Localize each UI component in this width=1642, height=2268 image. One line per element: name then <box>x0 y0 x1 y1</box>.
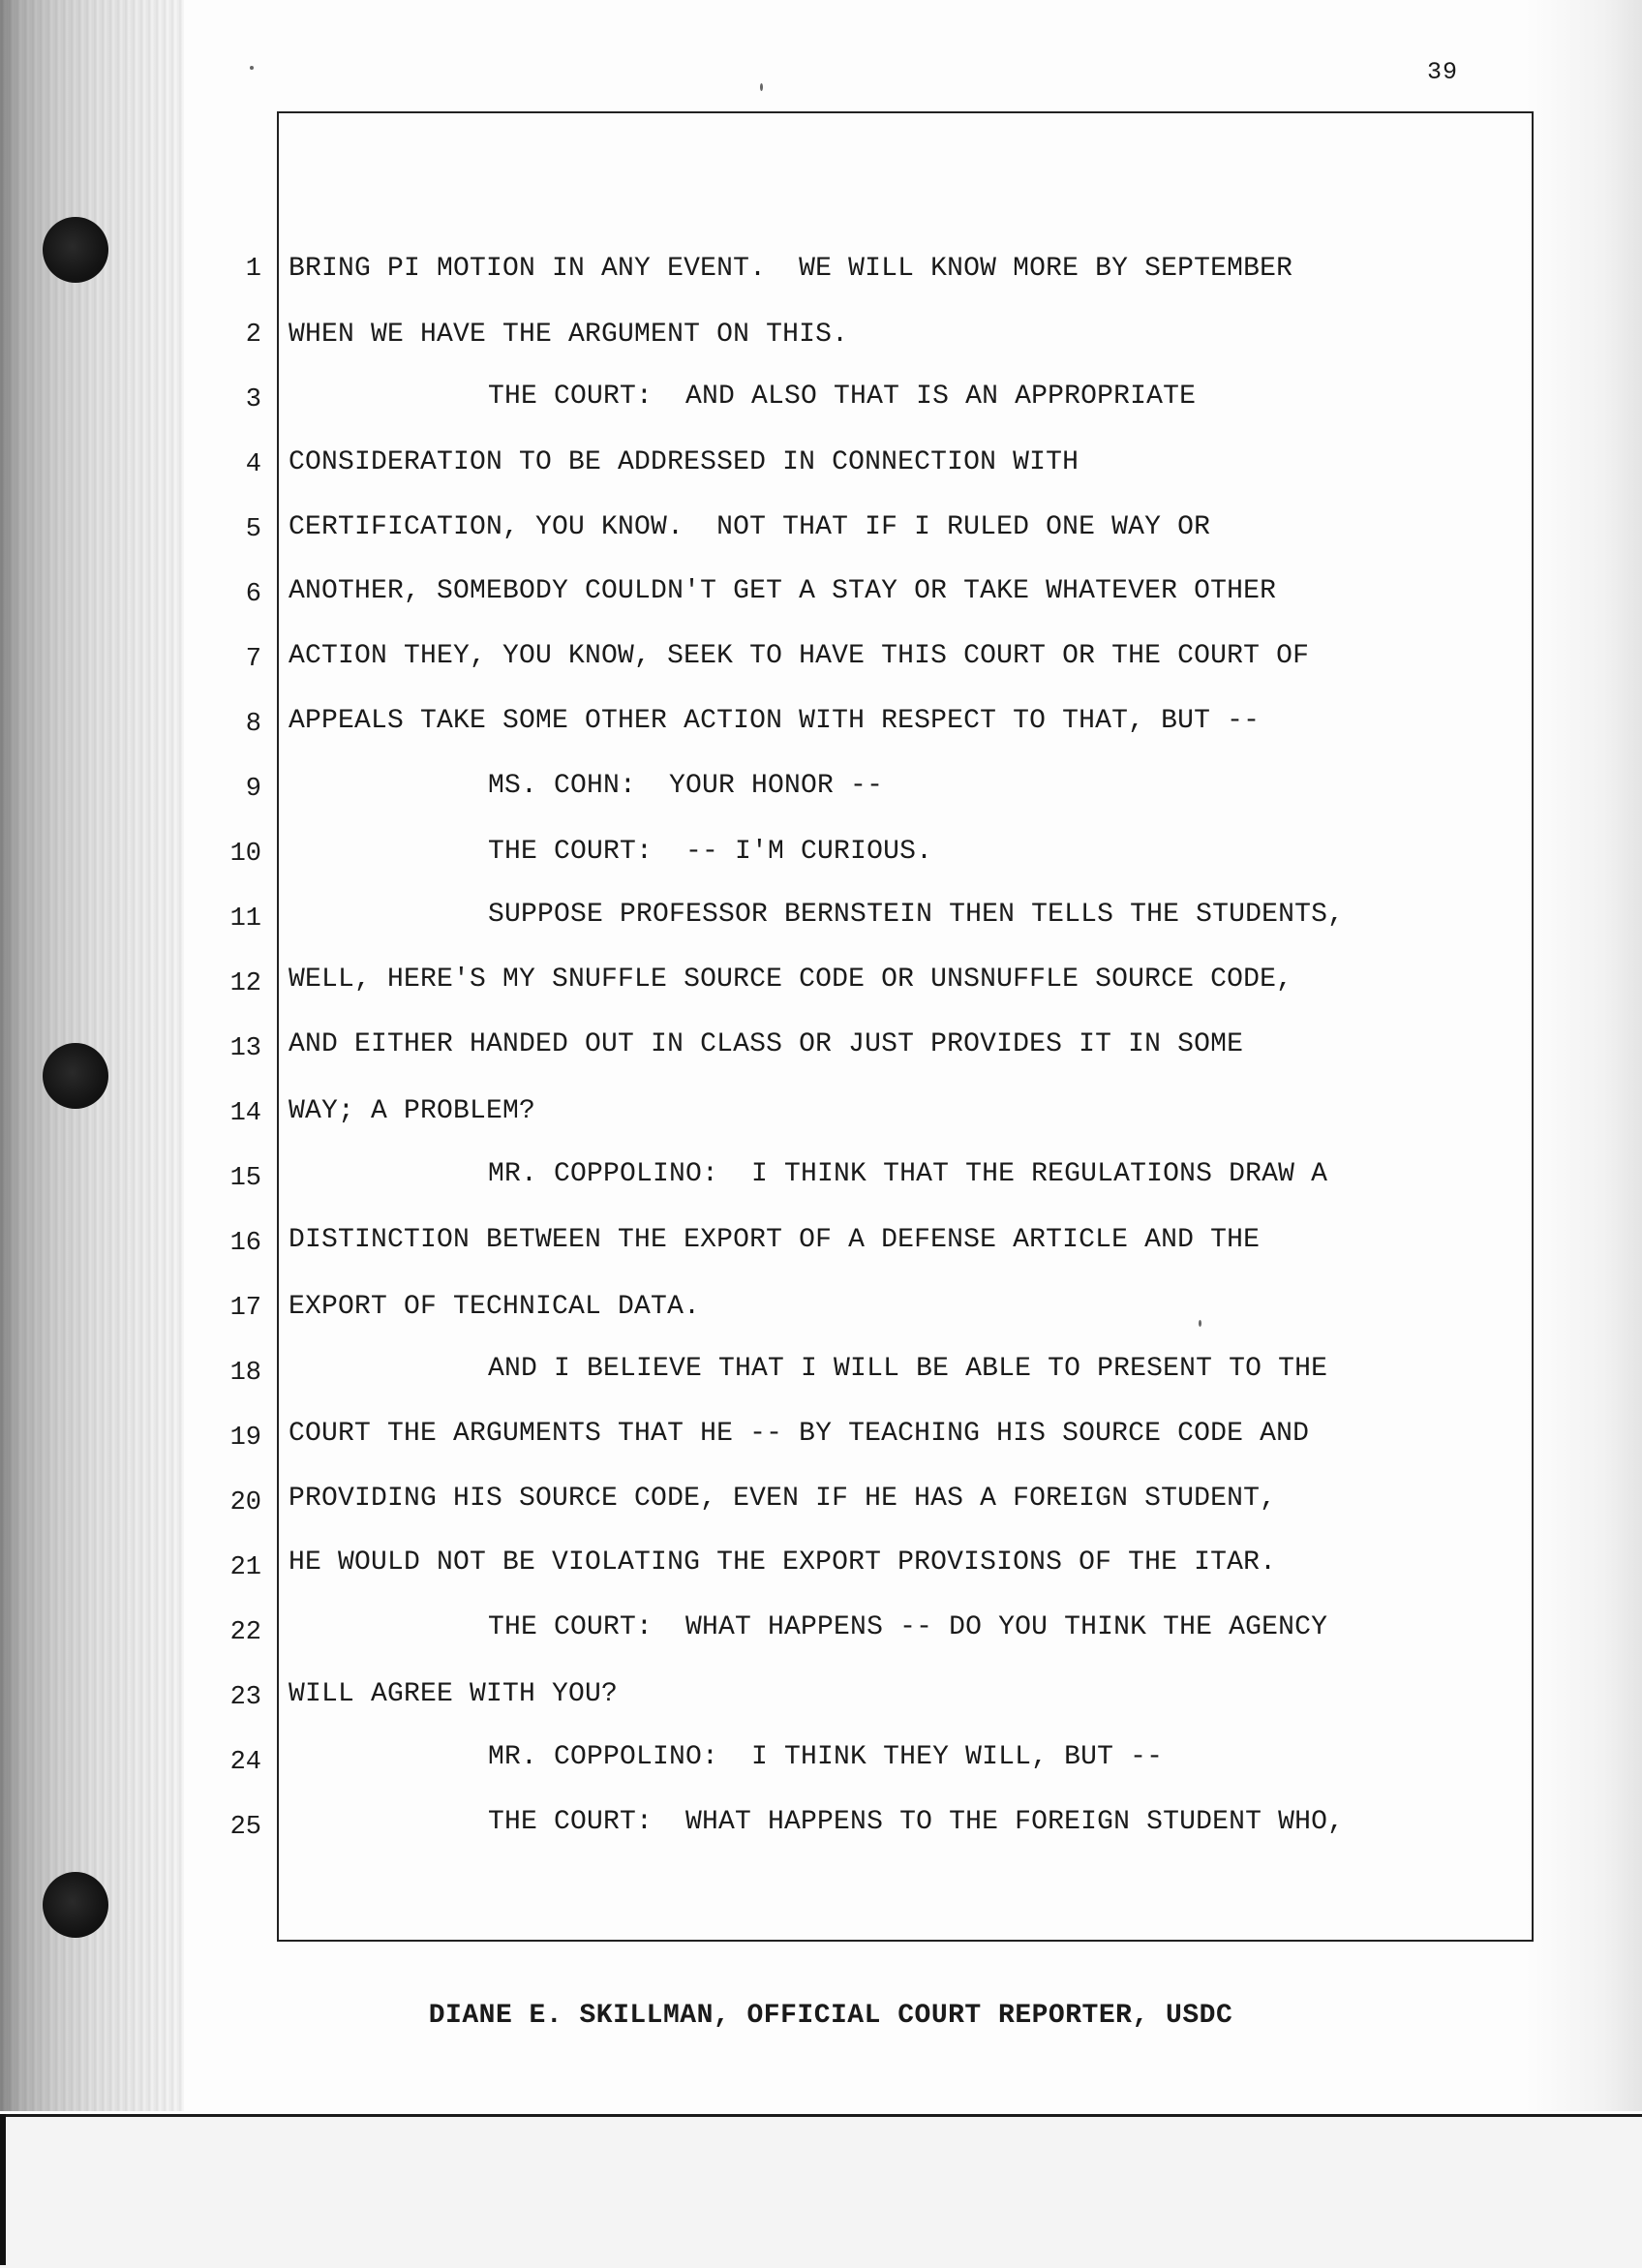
line-number: 3 <box>245 385 261 414</box>
line-number: 12 <box>229 969 261 998</box>
transcript-line: WAY; A PROBLEM? <box>289 1096 536 1126</box>
line-number: 9 <box>245 775 261 804</box>
line-number: 19 <box>229 1424 261 1453</box>
line-number: 14 <box>229 1099 261 1128</box>
transcript-line: WELL, HERE'S MY SNUFFLE SOURCE CODE OR UNSNUFFLE SOURCE CODE, <box>289 965 1293 995</box>
binder-hole-middle <box>43 1043 108 1109</box>
scan-speck <box>250 66 254 70</box>
scan-speck <box>760 83 763 91</box>
line-number: 2 <box>245 321 261 350</box>
line-number: 18 <box>229 1359 261 1388</box>
transcript-line: SUPPOSE PROFESSOR BERNSTEIN THEN TELLS THE STUDENTS, <box>488 900 1345 930</box>
scanner-bed <box>0 2114 1642 2268</box>
transcript-line: MR. COPPOLINO: I THINK THAT THE REGULATIONS DRAW A <box>488 1159 1328 1189</box>
transcript-line: DISTINCTION BETWEEN THE EXPORT OF A DEFENSE ARTICLE AND THE <box>289 1225 1261 1255</box>
line-number: 16 <box>229 1229 261 1258</box>
line-number: 5 <box>245 515 261 544</box>
transcript-line: PROVIDING HIS SOURCE CODE, EVEN IF HE HAS A FOREIGN STUDENT, <box>289 1484 1277 1514</box>
transcript-line: MS. COHN: YOUR HONOR -- <box>488 771 884 801</box>
line-number: 23 <box>229 1683 261 1712</box>
transcript-line: WILL AGREE WITH YOU? <box>289 1679 619 1709</box>
line-number: 1 <box>245 255 261 284</box>
transcript-line: HE WOULD NOT BE VIOLATING THE EXPORT PROVISIONS OF THE ITAR. <box>289 1548 1277 1578</box>
binder-hole-top <box>43 217 108 283</box>
transcript-line: WHEN WE HAVE THE ARGUMENT ON THIS. <box>289 320 849 350</box>
line-number: 13 <box>229 1034 261 1063</box>
line-number: 6 <box>245 580 261 609</box>
scanner-bed-edge <box>0 2114 6 2265</box>
line-number: 7 <box>245 645 261 674</box>
page-number: 39 <box>1427 58 1459 86</box>
line-number: 20 <box>229 1488 261 1517</box>
transcript-line: EXPORT OF TECHNICAL DATA. <box>289 1292 701 1322</box>
transcript-line: ACTION THEY, YOU KNOW, SEEK TO HAVE THIS COURT OR THE COURT OF <box>289 641 1310 671</box>
line-number: 17 <box>229 1294 261 1323</box>
line-number: 24 <box>229 1748 261 1777</box>
transcript-line: BRING PI MOTION IN ANY EVENT. WE WILL KNOW MORE BY SEPTEMBER <box>289 254 1293 284</box>
transcript-line: MR. COPPOLINO: I THINK THEY WILL, BUT -- <box>488 1742 1164 1772</box>
line-number: 15 <box>229 1164 261 1193</box>
line-number: 4 <box>245 450 261 479</box>
line-number: 8 <box>245 710 261 739</box>
line-number: 21 <box>229 1553 261 1582</box>
transcript-line: THE COURT: -- I'M CURIOUS. <box>488 837 933 867</box>
transcript-line: CERTIFICATION, YOU KNOW. NOT THAT IF I RULED ONE WAY OR <box>289 512 1211 542</box>
transcript-line: THE COURT: AND ALSO THAT IS AN APPROPRIATE <box>488 382 1197 412</box>
scan-speck <box>1199 1320 1201 1327</box>
line-number: 10 <box>229 840 261 869</box>
transcript-line: THE COURT: WHAT HAPPENS TO THE FOREIGN STUDENT WHO, <box>488 1807 1345 1837</box>
transcript-line: APPEALS TAKE SOME OTHER ACTION WITH RESPECT TO THAT, BUT -- <box>289 706 1261 736</box>
line-number: 25 <box>229 1813 261 1842</box>
transcript-line: THE COURT: WHAT HAPPENS -- DO YOU THINK THE AGENCY <box>488 1612 1328 1642</box>
line-number: 11 <box>229 904 261 934</box>
transcript-line: COURT THE ARGUMENTS THAT HE -- BY TEACHING HIS SOURCE CODE AND <box>289 1419 1310 1449</box>
transcript-line: AND I BELIEVE THAT I WILL BE ABLE TO PRESENT TO THE <box>488 1354 1328 1384</box>
transcript-line: CONSIDERATION TO BE ADDRESSED IN CONNECTION WITH <box>289 447 1079 477</box>
binder-hole-bottom <box>43 1872 108 1938</box>
transcript-line: AND EITHER HANDED OUT IN CLASS OR JUST PROVIDES IT IN SOME <box>289 1029 1244 1059</box>
scan-shadow-right <box>1526 0 1642 2111</box>
transcript-line: ANOTHER, SOMEBODY COULDN'T GET A STAY OR TAKE WHATEVER OTHER <box>289 576 1277 606</box>
line-number: 22 <box>229 1618 261 1647</box>
court-reporter-footer: DIANE E. SKILLMAN, OFFICIAL COURT REPORTER, USDC <box>428 2001 1233 2031</box>
